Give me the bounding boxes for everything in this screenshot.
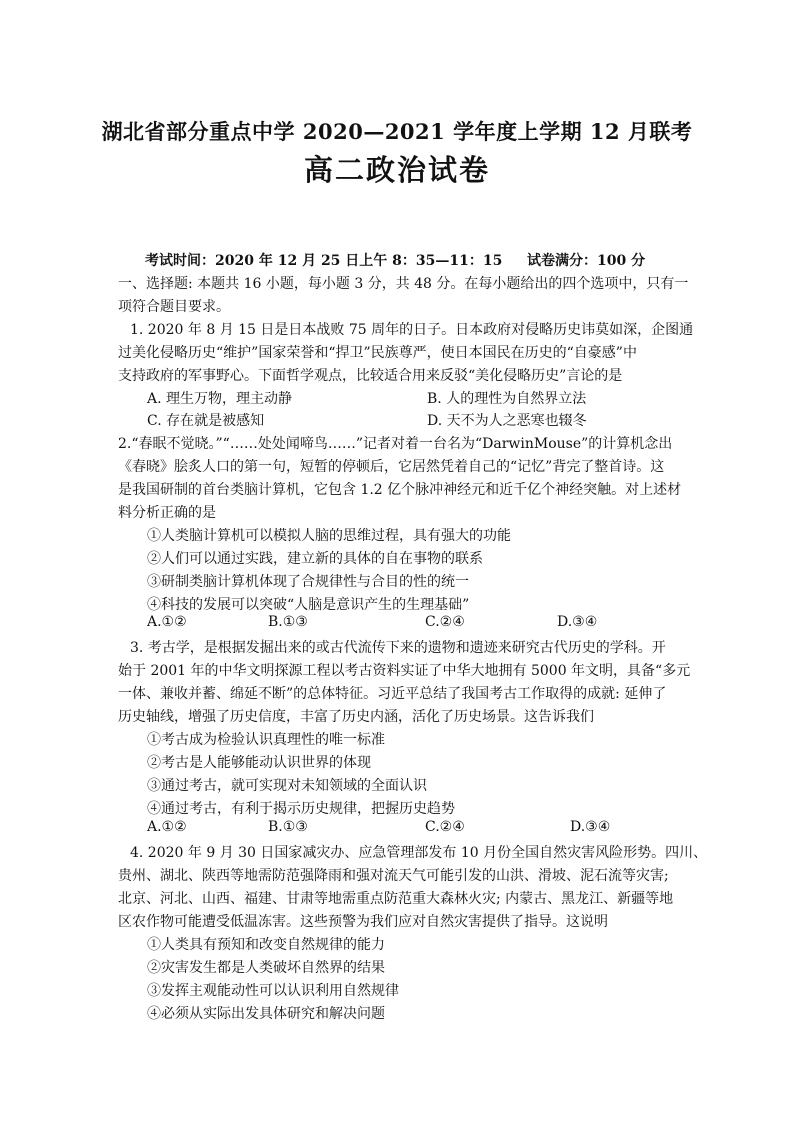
question-1-stem: 1. 2020 年 8 月 15 日是日本战败 75 周年的日子。日本政府对侵略历史讳莫如深，企图通	[130, 322, 694, 338]
question-4-statement: ①人类具有预知和改变自然规律的能力	[147, 937, 385, 953]
question-2-statement: ②人们可以通过实践，建立新的具体的自在事物的联系	[147, 551, 483, 567]
question-2-statement: ①人类脑计算机可以模拟人脑的思维过程，具有强大的功能	[147, 528, 511, 544]
question-2-stem: 是我国研制的首台类脑计算机，它包含 1.2 亿个脉冲神经元和近千亿个神经突触。对上述材	[118, 482, 682, 498]
question-3-stem: 历史轴线，增强了历史信度，丰富了历史内涵，活化了历史场景。这告诉我们	[118, 709, 594, 725]
question-3-option-d: D.③④	[570, 819, 611, 835]
question-4-stem: 贵州、湖北、陕西等地需防范强降雨和强对流天气可能引发的山洪、滑坡、泥石流等灾害;	[118, 868, 669, 884]
question-1-stem: 支持政府的军事野心。下面哲学观点，比较适合用来反驳“美化侵略历史”言论的是	[118, 368, 623, 384]
question-1-option-b: B. 人的理性为自然界立法	[427, 391, 587, 407]
question-4-statement: ②灾害发生都是人类破坏自然界的结果	[147, 960, 385, 976]
exam-paper-title: 高二政治试卷	[303, 153, 490, 187]
question-1-stem: 过美化侵略历史“维护”国家荣誉和“捍卫”民族尊严，使日本国民在历史的“自豪感”中	[118, 345, 637, 361]
question-3-statement: ④通过考古，有利于揭示历史规律，把握历史趋势	[147, 801, 455, 817]
question-2-option-a: A.①②	[147, 614, 187, 630]
section-heading-line: 项符合题目要求。	[118, 299, 230, 315]
question-1-option-c: C. 存在就是被感知	[147, 413, 265, 429]
question-4-stem: 4. 2020 年 9 月 30 日国家减灾办、应急管理部发布 10 月份全国自然灾害风险形势。四川、	[130, 845, 708, 861]
question-4-stem: 区农作物可能遭受低温冻害。这些预警为我们应对自然灾害提供了指导。这说明	[118, 914, 608, 930]
question-4-statement: ③发挥主观能动性可以认识利用自然规律	[147, 983, 399, 999]
question-1-option-a: A. 理生万物，理主动静	[147, 391, 293, 407]
section-heading-line: 一、选择题: 本题共 16 小题，每小题 3 分，共 48 分。在每小题给出的四个选项中，只有一	[118, 276, 689, 292]
question-2-option-c: C.②④	[425, 614, 465, 630]
question-1-option-d: D. 天不为人之恶寒也辍冬	[427, 413, 587, 429]
question-2-option-b: B.①③	[268, 614, 308, 630]
question-2-statement: ④科技的发展可以突破“人脑是意识产生的生理基础”	[147, 597, 470, 613]
question-4-stem: 北京、河北、山西、福建、甘肃等地需重点防范重大森林火灾; 内蒙古、黑龙江、新疆等地	[118, 891, 674, 907]
exam-time: 考试时间：2020 年 12 月 25 日上午 8：35—11：15	[145, 253, 503, 269]
question-4-statement: ④必须从实际出发具体研究和解决问题	[147, 1006, 385, 1022]
question-3-statement: ①考古成为检验认识真理性的唯一标准	[147, 732, 385, 748]
question-3-option-b: B.①③	[268, 819, 308, 835]
question-2-statement: ③研制类脑计算机体现了合规律性与合目的性的统一	[147, 574, 469, 590]
question-3-stem: 始于 2001 年的中华文明探源工程以考古资料实证了中华大地拥有 5000 年文明，具备“多元	[118, 663, 691, 679]
exam-full-score: 试卷满分：100 分	[527, 253, 646, 269]
question-3-option-c: C.②④	[425, 819, 465, 835]
question-2-stem: 料分析正确的是	[118, 505, 216, 521]
question-2-stem: 2.“春眠不觉晓。”“……处处闻啼鸟……”记者对着一台名为“DarwinMouse”的计算机念出	[118, 436, 673, 452]
question-3-option-a: A.①②	[147, 819, 187, 835]
question-3-stem: 一体、兼收并蓄、绵延不断”的总体特征。习近平总结了我国考古工作取得的成就: 延伸了	[118, 686, 667, 702]
exam-header-title: 湖北省部分重点中学 2020—2021 学年度上学期 12 月联考	[101, 119, 693, 144]
question-3-stem: 3. 考古学，是根据发掘出来的或古代流传下来的遗物和遗迹来研究古代历史的学科。开	[130, 640, 666, 656]
question-3-statement: ②考古是人能够能动认识世界的体现	[147, 755, 371, 771]
question-2-option-d: D.③④	[557, 614, 598, 630]
question-2-stem: 《春晓》脍炙人口的第一句，短暂的停顿后，它居然凭着自己的“记忆”背完了整首诗。这	[118, 459, 665, 475]
question-3-statement: ③通过考古，就可实现对未知领域的全面认识	[147, 778, 427, 794]
